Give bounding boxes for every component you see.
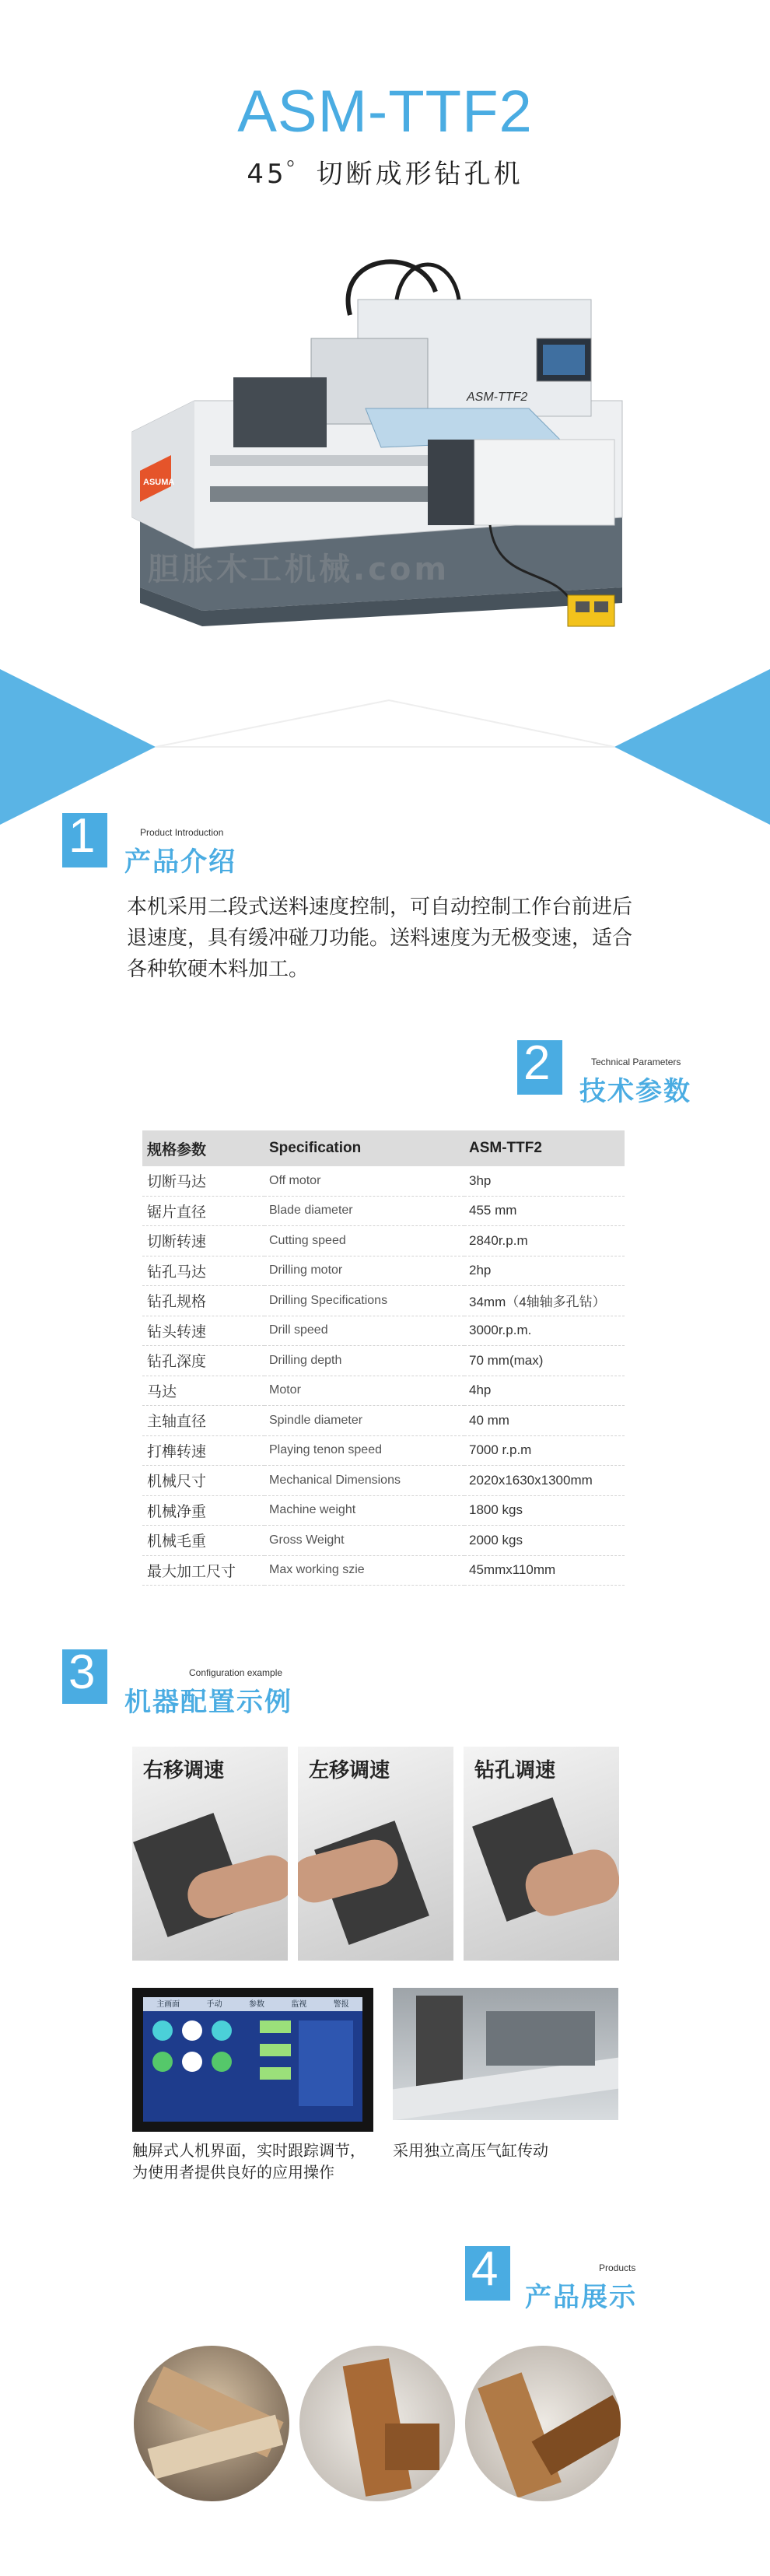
spec-param-en: Spindle diameter xyxy=(264,1406,464,1436)
section-number-badge: 1 xyxy=(62,813,107,867)
spec-param-cn: 切断马达 xyxy=(142,1166,264,1196)
spec-param-en: Drill speed xyxy=(264,1316,464,1346)
spec-param-en: Machine weight xyxy=(264,1495,464,1526)
spec-table-row xyxy=(142,1316,625,1346)
config-photo-left-speed xyxy=(298,1747,453,1961)
spec-param-en: Mechanical Dimensions xyxy=(264,1466,464,1496)
spec-table-row xyxy=(142,1495,625,1526)
section-en-title: Configuration example xyxy=(189,1667,283,1678)
spec-table-header xyxy=(142,1130,625,1166)
hmi-caption: 触屏式人机界面，实时跟踪调节，为使用者提供良好的应用操作 xyxy=(132,2141,366,2182)
section-number-badge: 4 xyxy=(465,2246,510,2301)
section-cn-title: 机器配置示例 xyxy=(124,1687,292,1718)
spec-param-cn: 机械毛重 xyxy=(142,1526,264,1556)
spec-param-cn: 切断转速 xyxy=(142,1226,264,1256)
spec-param-en: Drilling Specifications xyxy=(264,1286,464,1316)
product-subtitle: 45゜切断成形钻孔机 xyxy=(247,159,523,190)
spec-param-cn: 最大加工尺寸 xyxy=(142,1555,264,1586)
spec-table-row xyxy=(142,1406,625,1436)
spec-table-row xyxy=(142,1376,625,1406)
spec-table xyxy=(142,1130,625,1586)
header-spec: Specification xyxy=(264,1130,464,1166)
product-model-title: ASM-TTF2 xyxy=(237,79,533,145)
spec-table-row xyxy=(142,1555,625,1586)
photo-label: 钻孔调速 xyxy=(474,1759,556,1782)
spec-table-row xyxy=(142,1286,625,1316)
product-introduction-text: 本机采用二段式送料速度控制，可自动控制工作台前进后退速度，具有缓冲碰刀功能。送料速度为无极变速，适合各种软硬木料加工。 xyxy=(127,895,633,981)
spec-param-cn: 钻头转速 xyxy=(142,1316,264,1346)
spec-param-en: Off motor xyxy=(264,1166,464,1196)
machine-panel-label: ASM-TTF2 xyxy=(467,391,528,404)
config-photo-hmi xyxy=(132,1988,373,2132)
spec-param-cn: 钻孔规格 xyxy=(142,1286,264,1316)
spec-param-en: Drilling depth xyxy=(264,1346,464,1376)
product-photo-2 xyxy=(299,2346,455,2501)
machine-illustration xyxy=(124,222,646,657)
hmi-menu-item: 手动 xyxy=(206,2000,222,2009)
spec-param-cn: 机械净重 xyxy=(142,1495,264,1526)
section-en-title: Products xyxy=(599,2262,636,2273)
spec-param-value: 2840r.p.m xyxy=(464,1226,625,1256)
spec-param-cn: 打榫转速 xyxy=(142,1435,264,1466)
hmi-menu-bar xyxy=(143,1997,362,2011)
spec-param-value: 1800 kgs xyxy=(464,1495,625,1526)
spec-param-cn: 钻孔马达 xyxy=(142,1256,264,1286)
spec-param-value: 3000r.p.m. xyxy=(464,1316,625,1346)
cylinder-caption: 采用独立高压气缸传动 xyxy=(393,2141,548,2160)
watermark-text: 胆胀木工机械.com xyxy=(148,552,450,587)
spec-param-value: 70 mm(max) xyxy=(464,1346,625,1376)
spec-param-value: 40 mm xyxy=(464,1406,625,1436)
spec-param-cn: 锯片直径 xyxy=(142,1196,264,1226)
header-model: ASM-TTF2 xyxy=(464,1130,625,1166)
spec-table-row xyxy=(142,1526,625,1556)
spec-param-value: 2020x1630x1300mm xyxy=(464,1466,625,1496)
spec-param-value: 2000 kgs xyxy=(464,1526,625,1556)
spec-param-en: Gross Weight xyxy=(264,1526,464,1556)
spec-param-en: Playing tenon speed xyxy=(264,1435,464,1466)
spec-param-value: 4hp xyxy=(464,1376,625,1406)
machine-side-label: ASUMA xyxy=(143,478,175,487)
config-photo-cylinder xyxy=(393,1988,618,2120)
spec-table-row xyxy=(142,1346,625,1376)
spec-param-cn: 马达 xyxy=(142,1376,264,1406)
hmi-menu-item: 参数 xyxy=(248,2000,264,2009)
section-number-badge: 2 xyxy=(517,1040,562,1095)
product-photo-3 xyxy=(465,2346,621,2501)
spec-table-row xyxy=(142,1466,625,1496)
spec-table-row xyxy=(142,1226,625,1256)
spec-param-cn: 钻孔深度 xyxy=(142,1346,264,1376)
photo-label: 右移调速 xyxy=(143,1759,225,1782)
spec-table-row xyxy=(142,1256,625,1286)
spec-param-cn: 机械尺寸 xyxy=(142,1466,264,1496)
spec-param-en: Motor xyxy=(264,1376,464,1406)
spec-param-en: Drilling motor xyxy=(264,1256,464,1286)
product-photo-1 xyxy=(134,2346,289,2501)
config-photo-drill-speed xyxy=(464,1747,619,1961)
section-cn-title: 产品介绍 xyxy=(124,846,236,878)
spec-param-value: 2hp xyxy=(464,1256,625,1286)
spec-param-en: Blade diameter xyxy=(264,1196,464,1226)
spec-param-value: 3hp xyxy=(464,1166,625,1196)
hmi-menu-item: 主画面 xyxy=(156,2000,180,2009)
spec-param-en: Max working szie xyxy=(264,1555,464,1586)
hmi-menu-item: 监视 xyxy=(291,2000,307,2009)
hmi-menu-item: 警报 xyxy=(333,2000,349,2009)
blue-triangle-decor xyxy=(0,669,770,832)
spec-table-row xyxy=(142,1435,625,1466)
spec-param-cn: 主轴直径 xyxy=(142,1406,264,1436)
section-cn-title: 产品展示 xyxy=(525,2282,637,2313)
header-param: 规格参数 xyxy=(142,1130,264,1166)
spec-table-row xyxy=(142,1166,625,1196)
section-cn-title: 技术参数 xyxy=(579,1076,691,1107)
spec-param-en: Cutting speed xyxy=(264,1226,464,1256)
photo-label: 左移调速 xyxy=(309,1759,390,1782)
spec-param-value: 7000 r.p.m xyxy=(464,1435,625,1466)
spec-param-value: 34mm（4轴轴多孔钻） xyxy=(464,1286,625,1316)
section-number-badge: 3 xyxy=(62,1649,107,1704)
spec-param-value: 455 mm xyxy=(464,1196,625,1226)
spec-param-value: 45mmx110mm xyxy=(464,1555,625,1586)
section-en-title: Product Introduction xyxy=(140,827,224,838)
section-en-title: Technical Parameters xyxy=(591,1057,681,1067)
spec-table-row xyxy=(142,1196,625,1226)
config-photo-right-speed xyxy=(132,1747,288,1961)
